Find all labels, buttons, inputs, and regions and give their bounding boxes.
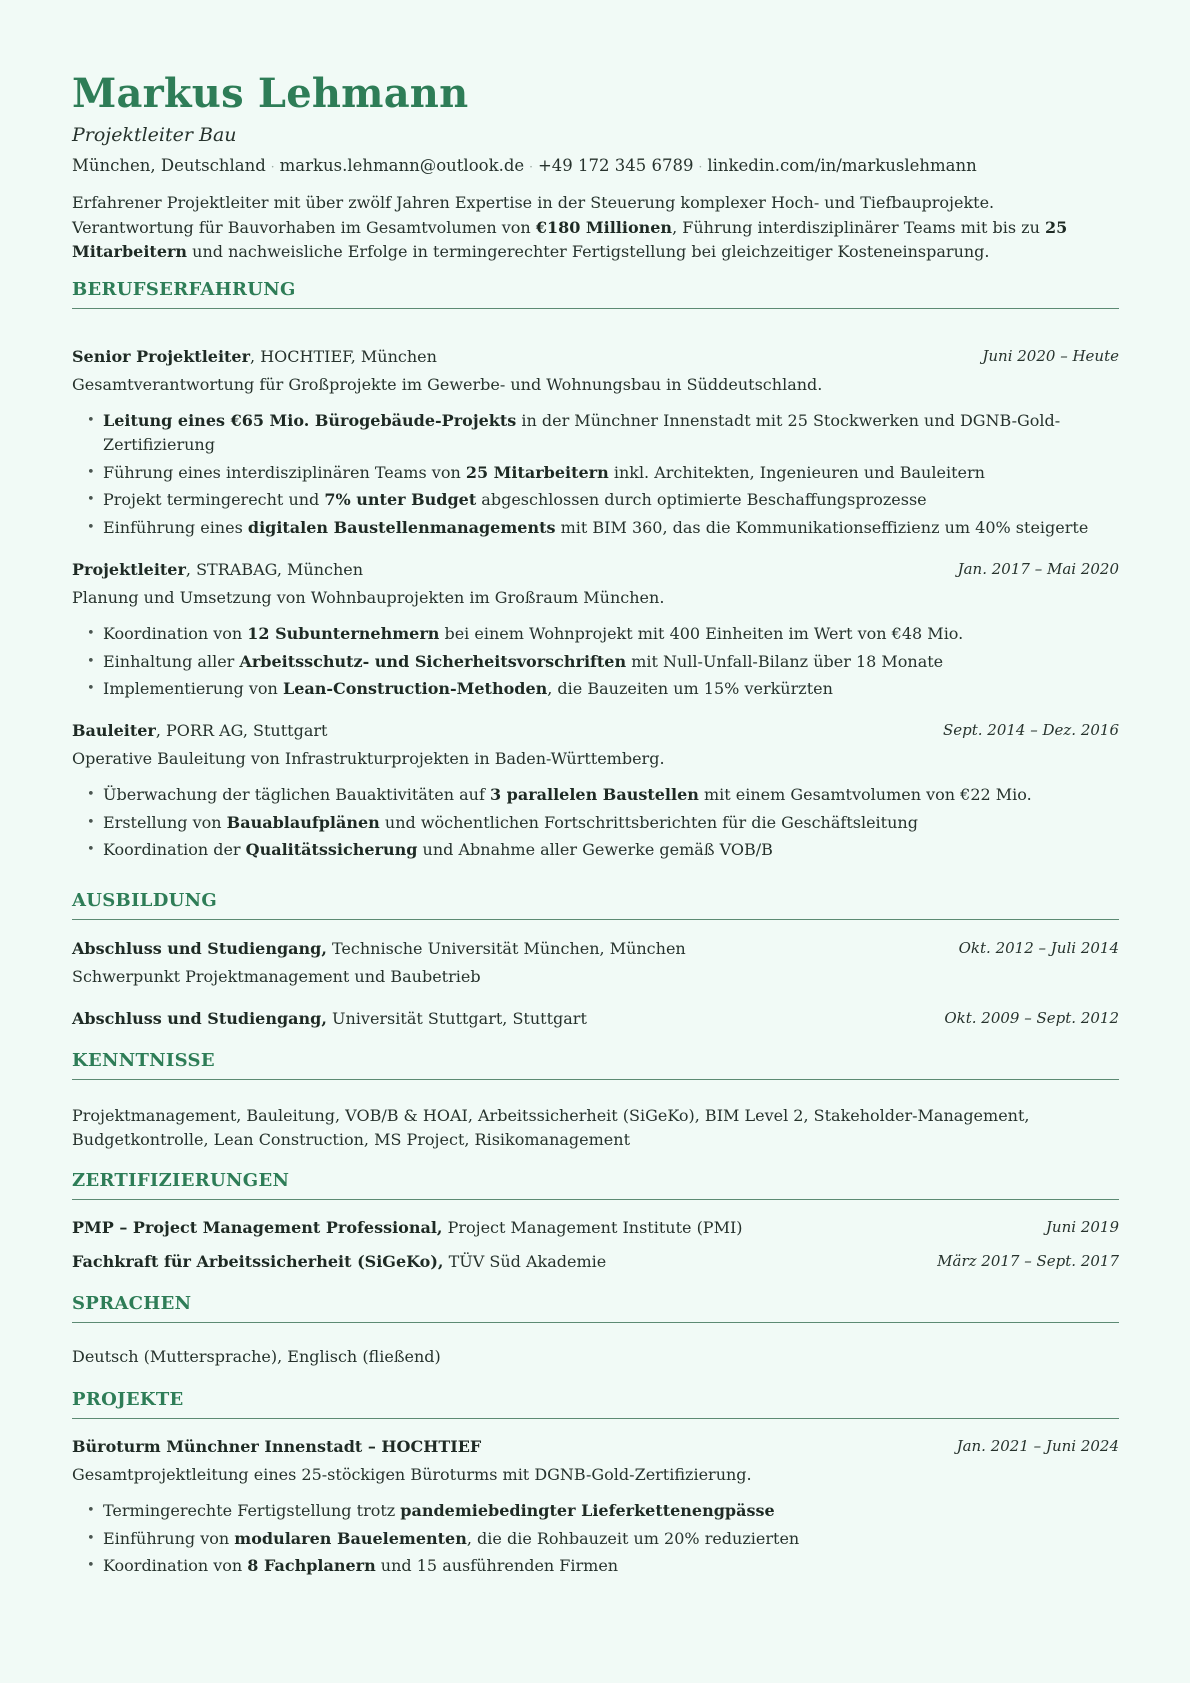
bullet-item: • Koordination von 8 Fachplanern und 15 ausführenden Firmen xyxy=(72,1554,1119,1578)
job-title-line xyxy=(72,347,437,366)
bullet-item: • Koordination der Qualitätssicherung und Abnahme aller Gewerke gemäß VOB/B xyxy=(72,838,1119,862)
languages-list: Deutsch (Muttersprache), Englisch (fließend) xyxy=(72,1347,441,1366)
job-header xyxy=(72,347,1119,366)
summary-highlight: 25 Mitarbeitern xyxy=(72,217,1068,261)
job-header xyxy=(72,721,1119,740)
contact-linkedin[interactable]: linkedin.com/in/markuslehmann xyxy=(707,156,977,175)
certification-date: Juni 2019 xyxy=(1045,1218,1119,1236)
job-date: Sept. 2014 – Dez. 2016 xyxy=(942,721,1119,739)
bullet-item: • Einführung von modularen Bauelementen, die die Rohbauzeit um 20% reduzierten xyxy=(72,1527,1119,1551)
summary-text: Erfahrener Projektleiter mit über zwölf Jahren Expertise in der Steuerung komplexer Hoch- und Tiefbauprojekte. Verantwortung für Bauvorhaben im Gesamtvolumen von xyxy=(72,193,995,237)
job-title: Senior Projektleiter xyxy=(72,347,251,366)
job-bullets xyxy=(72,783,1119,866)
education-degree: Abschluss und Studiengang, xyxy=(72,1009,327,1028)
certification-row xyxy=(72,1252,1119,1271)
candidate-name: Markus Lehmann xyxy=(72,70,469,117)
certification-issuer: TÜV Süd Akademie xyxy=(443,1252,607,1271)
section-title-experience: BERUFSERFAHRUNG xyxy=(72,279,1119,309)
bullet-item: • Koordination von 12 Subunternehmern bei einem Wohnprojekt mit 400 Einheiten im Wert von €48 Mio. xyxy=(72,622,1119,646)
bullet-item: • Leitung eines €65 Mio. Bürogebäude-Projekts in der Münchner Innenstadt mit 25 Stockwerken und DGNB-Gold-Zertifizierung xyxy=(72,409,1119,457)
skills-list: Projektmanagement, Bauleitung, VOB/B & HOAI, Arbeitssicherheit (SiGeKo), BIM Level 2, Stakeholder-Management, Budgetkontrolle, Lean Construction, MS Project, Risikomanagement xyxy=(72,1106,1030,1149)
project-title: Büroturm Münchner Innenstadt – HOCHTIEF xyxy=(72,1437,482,1456)
job-company: , HOCHTIEF, München xyxy=(250,347,437,366)
education-degree: Abschluss und Studiengang, xyxy=(72,939,327,958)
bullet-item: • Einhaltung aller Arbeitsschutz- und Sicherheitsvorschriften mit Null-Unfall-Bilanz über 18 Monate xyxy=(72,650,1119,674)
summary-paragraph xyxy=(72,191,1119,265)
separator: · xyxy=(529,160,533,174)
contact-email[interactable]: markus.lehmann@outlook.de xyxy=(279,156,525,175)
project-header xyxy=(72,1437,1119,1456)
summary-text: , Führung interdisziplinärer Teams mit bis zu xyxy=(672,217,1045,237)
certification-title-line xyxy=(72,1218,743,1237)
section-title-skills: KENNTNISSE xyxy=(72,1050,1119,1080)
certification-title-line xyxy=(72,1252,606,1271)
separator: · xyxy=(698,160,703,174)
section-title-education: AUSBILDUNG xyxy=(72,890,1119,920)
job-bullets xyxy=(72,409,1119,543)
education-school: Universität Stuttgart, Stuttgart xyxy=(326,1009,587,1028)
contact-line xyxy=(72,156,977,175)
bullet-item: • Termingerechte Fertigstellung trotz pandemiebedingter Lieferkettenengpässe xyxy=(72,1499,1119,1523)
job-company: , STRABAG, München xyxy=(185,560,364,579)
job-header xyxy=(72,560,1119,579)
education-title-line xyxy=(72,939,686,958)
contact-phone[interactable]: +49 172 345 6789 xyxy=(537,156,694,175)
summary-highlight: €180 Millionen xyxy=(535,217,673,237)
candidate-role: Projektleiter Bau xyxy=(72,124,237,146)
job-title: Bauleiter xyxy=(72,721,156,740)
education-note: Schwerpunkt Projektmanagement und Baubetrieb xyxy=(72,967,481,986)
certification-name: Fachkraft für Arbeitssicherheit (SiGeKo), xyxy=(72,1252,444,1271)
project-bullets xyxy=(72,1499,1119,1582)
section-title-certifications: ZERTIFIZIERUNGEN xyxy=(72,1170,1119,1200)
education-header xyxy=(72,1009,1119,1028)
job-title-line xyxy=(72,560,363,579)
bullet-item: • Einführung eines digitalen Baustellenmanagements mit BIM 360, das die Kommunikationseffizienz um 40% steigerte xyxy=(72,516,1119,540)
section-title-languages: SPRACHEN xyxy=(72,1293,1119,1323)
job-description: Operative Bauleitung von Infrastrukturprojekten in Baden-Württemberg. xyxy=(72,749,665,768)
education-school: Technische Universität München, München xyxy=(326,939,686,958)
job-description: Planung und Umsetzung von Wohnbauprojekten im Großraum München. xyxy=(72,588,665,607)
education-header xyxy=(72,939,1119,958)
bullet-item: • Implementierung von Lean-Construction-Methoden, die Bauzeiten um 15% verkürzten xyxy=(72,677,1119,701)
education-title-line xyxy=(72,1009,587,1028)
project-description: Gesamtprojektleitung eines 25-stöckigen Büroturms mit DGNB-Gold-Zertifizierung. xyxy=(72,1465,752,1484)
certification-date: März 2017 – Sept. 2017 xyxy=(937,1252,1119,1270)
job-company: , PORR AG, Stuttgart xyxy=(155,721,328,740)
certification-issuer: Project Management Institute (PMI) xyxy=(442,1218,743,1237)
summary-text: und nachweisliche Erfolge in termingerechter Fertigstellung bei gleichzeitiger Kosteneinsparung. xyxy=(187,242,990,261)
bullet-item: • Projekt termingerecht und 7% unter Budget abgeschlossen durch optimierte Beschaffungsprozesse xyxy=(72,488,1119,512)
job-description: Gesamtverantwortung für Großprojekte im Gewerbe- und Wohnungsbau in Süddeutschland. xyxy=(72,375,823,394)
section-title-projects: PROJEKTE xyxy=(72,1389,1119,1419)
certification-row xyxy=(72,1218,1119,1237)
job-title: Projektleiter xyxy=(72,560,186,579)
bullet-item: • Erstellung von Bauablaufplänen und wöchentlichen Fortschrittsberichten für die Geschäftsleitung xyxy=(72,811,1119,835)
bullet-item: • Überwachung der täglichen Bauaktivitäten auf 3 parallelen Baustellen mit einem Gesamtvolumen von €22 Mio. xyxy=(72,783,1119,807)
job-date: Juni 2020 – Heute xyxy=(982,347,1119,365)
certification-name: PMP – Project Management Professional, xyxy=(72,1218,443,1237)
education-date: Okt. 2012 – Juli 2014 xyxy=(958,939,1119,957)
education-date: Okt. 2009 – Sept. 2012 xyxy=(944,1009,1119,1027)
job-bullets xyxy=(72,622,1119,705)
project-date: Jan. 2021 – Juni 2024 xyxy=(956,1437,1119,1455)
contact-location: München, Deutschland xyxy=(72,156,266,175)
job-title-line xyxy=(72,721,327,740)
bullet-item: • Führung eines interdisziplinären Teams von 25 Mitarbeitern inkl. Architekten, Ingenieuren und Bauleitern xyxy=(72,461,1119,485)
job-date: Jan. 2017 – Mai 2020 xyxy=(957,560,1119,578)
separator: · xyxy=(270,160,275,174)
